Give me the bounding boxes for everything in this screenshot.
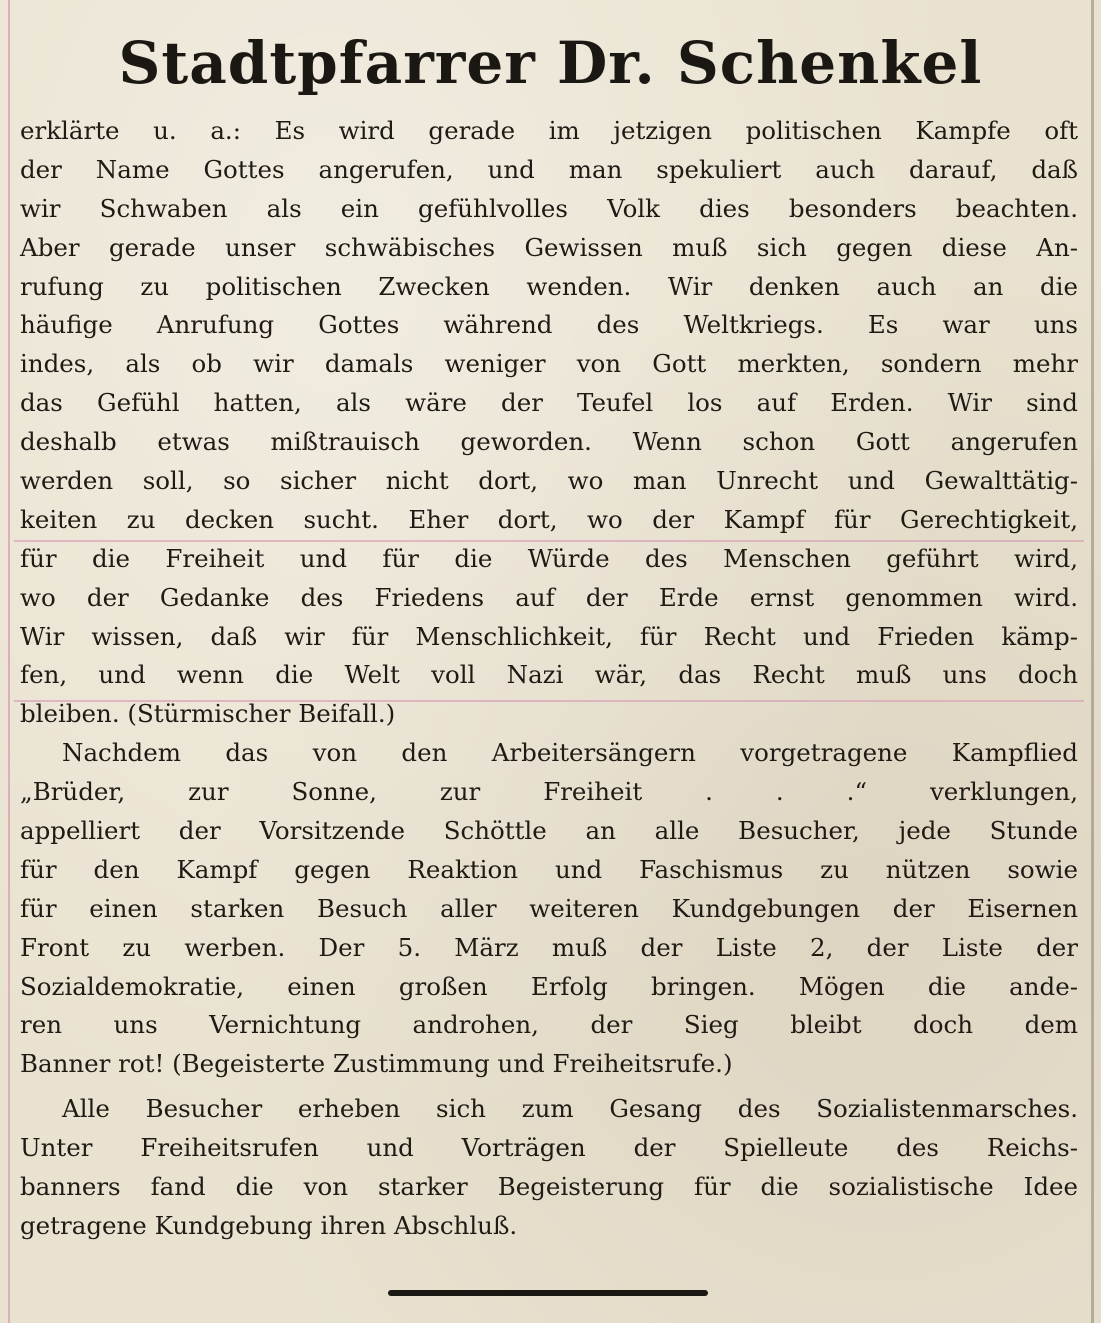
text-line: Sozialdemokratie, einen großen Erfolg bringen. Mögen die ande- [20,971,1078,1001]
text-line: Front zu werben. Der 5. März muß der Liste 2, der Liste der [20,932,1078,962]
text-line: für den Kampf gegen Reaktion und Faschismus zu nützen sowie [20,854,1078,884]
text-line: „Brüder, zur Sonne, zur Freiheit . . .“ verklungen, [20,777,1078,807]
text-line: rufung zu politischen Zwecken wenden. Wir denken auch an die [20,271,1078,301]
text-line: getragene Kundgebung ihren Abschluß. [20,1210,518,1240]
paragraph-3 [20,1090,1078,1246]
end-of-article-rule [0,1288,1101,1298]
text-line: Alle Besucher erheben sich zum Gesang des Sozialistenmarsches. [62,1094,1078,1124]
text-line: appelliert der Vorsitzende Schöttle an alle Besucher, jede Stunde [20,816,1078,846]
text-line: ren uns Vernichtung androhen, der Sieg bleibt doch dem [20,1010,1078,1040]
article-body [20,112,1078,1246]
text-line: banners fand die von starker Begeisterung für die sozialistische Idee [20,1172,1078,1202]
text-line: erklärte u. a.: Es wird gerade im jetzigen politischen Kampfe oft [20,116,1078,145]
text-line: Wir wissen, daß wir für Menschlichkeit, für Recht und Frieden kämp- [20,621,1078,651]
text-line: Banner rot! (Begeisterte Zustimmung und Freiheitsrufe.) [20,1049,733,1079]
end-dash [388,1290,708,1296]
right-column-rule [1091,0,1094,1323]
text-line: indes, als ob wir damals weniger von Gott merkten, sondern mehr [20,349,1078,379]
text-line: für die Freiheit und für die Würde des Menschen geführt wird, [20,543,1078,573]
paragraph-1 [20,112,1078,734]
text-line: deshalb etwas mißtrauisch geworden. Wenn schon Gott angerufen [20,427,1078,457]
text-line: fen, und wenn die Welt voll Nazi wär, das Recht muß uns doch [20,660,1078,690]
text-line: keiten zu decken sucht. Eher dort, wo der Kampf für Gerechtigkeit, [20,504,1078,534]
text-line: wir Schwaben als ein gefühlvolles Volk dies besonders beachten. [20,193,1078,223]
text-line: wo der Gedanke des Friedens auf der Erde ernst genommen wird. [20,582,1078,612]
text-line: Nachdem das von den Arbeitersängern vorgetragene Kampflied [62,738,1078,768]
text-line: häufige Anrufung Gottes während des Weltkriegs. Es war uns [20,310,1078,340]
text-line: der Name Gottes angerufen, und man spekuliert auch darauf, daß [20,154,1078,184]
text-line: bleiben. (Stürmischer Beifall.) [20,699,396,729]
text-line: für einen starken Besuch aller weiteren Kundgebungen der Eisernen [20,893,1078,923]
left-margin-rule [8,0,10,1323]
text-line: Aber gerade unser schwäbisches Gewissen muß sich gegen diese An- [20,232,1078,262]
text-line: Unter Freiheitsrufen und Vorträgen der Spielleute des Reichs- [20,1133,1078,1163]
paragraph-2 [20,734,1078,1084]
text-line: werden soll, so sicher nicht dort, wo man Unrecht und Gewalttätig- [20,466,1078,496]
headline: Stadtpfarrer Dr. Schenkel [118,29,983,97]
text-line: das Gefühl hatten, als wäre der Teufel los auf Erden. Wir sind [20,388,1078,418]
